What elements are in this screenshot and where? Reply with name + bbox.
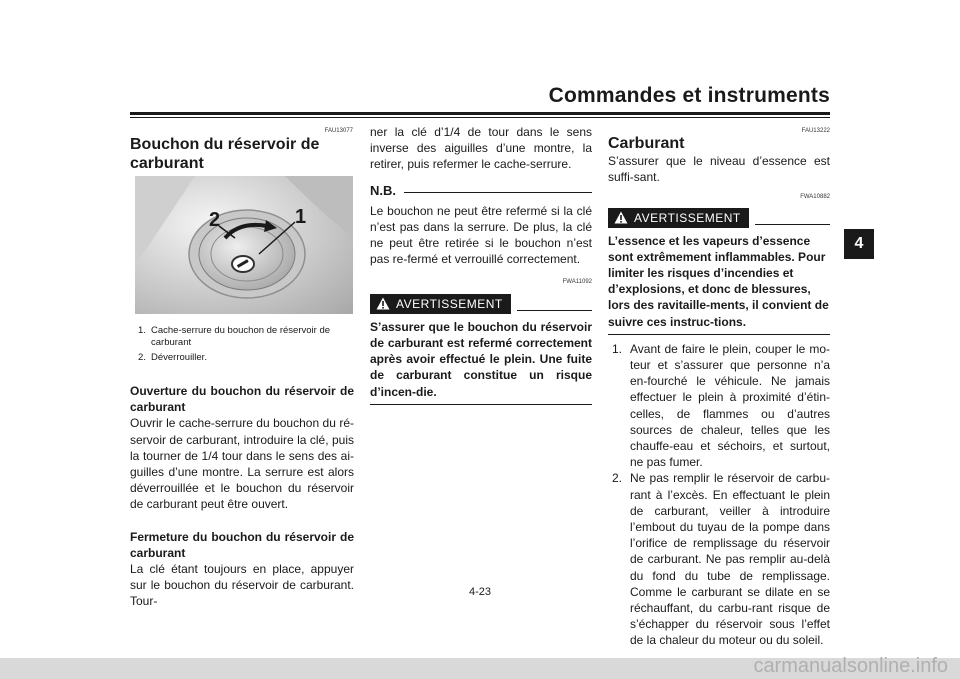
- list-item: 1. Avant de faire le plein, couper le mo-teur et s’assurer que personne n’a en-fourché le véhicule. Ne jamais effectuer le plein à proximité d’étin-celles, de flammes ou d’autres sources de chaleur, telles que les chauffe-eau et séchoirs, et surtout, ne pas fumer.: [612, 341, 830, 470]
- warning-header: [370, 294, 592, 314]
- fuel-cap-figure: [135, 176, 353, 314]
- warning-code: FWA10882: [800, 194, 830, 201]
- nb-rule: [404, 192, 592, 193]
- page-number: 4-23: [468, 586, 492, 598]
- warning-code: FWA11092: [562, 278, 592, 285]
- warning-triangle-icon: [376, 297, 390, 310]
- warning-triangle-icon: [614, 211, 628, 224]
- figure-label-1: 1: [295, 206, 307, 228]
- warning-badge: [370, 294, 511, 314]
- list-item: 2. Ne pas remplir le réservoir de carbu-rant à l’excès. En effectuant le plein de carburant, veiller à introduire l’embout du tuyau de la pompe dans l’orifice de remplissage du réservoir de carburant. Ne pas remplir au-delà du fond du tube de remplissage. Comme le carburant se dilate en se réchauffant, du carbu-rant risque de s’échapper du réservoir sous l’effet de la chaleur du moteur ou du soleil.: [612, 471, 830, 648]
- header-rule: [130, 112, 830, 115]
- col2-body: [370, 124, 592, 405]
- section-heading: Bouchon du réservoir de carburant: [130, 136, 320, 172]
- subheading-opening: Ouverture du bouchon du réservoir de carburant: [130, 384, 354, 415]
- chapter-tab: 4: [844, 229, 874, 259]
- warning-rule: [755, 224, 830, 225]
- figure-captions: [138, 325, 348, 364]
- fuel-cap-illustration: [135, 176, 353, 314]
- figure-label-2: 2: [209, 209, 221, 231]
- warning-header: [608, 208, 830, 228]
- section-code: FAU13077: [324, 128, 353, 134]
- opening-text: Ouvrir le cache-serrure du bouchon du ré-servoir de carburant, introduire la clé, puis la tourner de 1/4 tour dans le sens des ai-guilles d’une montre. La serrure est alors déverrouillée et le bouchon du réservoir de carburant peut être ouvert.: [130, 416, 354, 512]
- nb-label: N.B.: [370, 182, 396, 198]
- col1-body: [130, 383, 354, 610]
- section-code: FAU13222: [801, 128, 830, 134]
- section-heading: Carburant: [608, 135, 685, 152]
- watermark-bar: [0, 655, 960, 679]
- fuel-intro: S’assurer que le niveau d’essence est suffi-sant.: [608, 154, 830, 185]
- warning-end-rule: [608, 334, 830, 335]
- warning-text: S’assurer que le bouchon du réservoir de carburant est refermé correctement après avoir effectué le plein. Une fuite de carburant constitue un risque d’incen-die.: [370, 319, 592, 399]
- subheading-closing: Fermeture du bouchon du réservoir de carburant: [130, 529, 354, 560]
- caption-item: 2. Déverrouiller.: [138, 352, 207, 363]
- page-header-title: Commandes et instruments: [548, 84, 830, 107]
- nb-heading: [370, 183, 592, 199]
- header-rule-thin: [130, 117, 830, 118]
- warning-label: AVERTISSEMENT: [396, 296, 503, 311]
- nb-text: Le bouchon ne peut être refermé si la clé n’est pas dans la serrure. De plus, la clé ne peut être retirée si le bouchon n’est pas re-fermé et verrouillé correctement.: [370, 203, 592, 267]
- warning-rule: [517, 310, 592, 311]
- fuel-instructions-list: [608, 341, 830, 649]
- warning-badge: [608, 208, 749, 228]
- warning-label: AVERTISSEMENT: [634, 210, 741, 225]
- warning-end-rule: [370, 404, 592, 405]
- closing-text-continued: ner la clé d’1/4 de tour dans le sens inverse des aiguilles d’une montre, la retirer, puis refermer le cache-serrure.: [370, 125, 592, 172]
- warning-text: L’essence et les vapeurs d’essence sont extrêmement inflammables. Pour limiter les risques d’incendies et d’explosions, et donc de blessures, lors des ravitaille-ments, il convient de suivre ces instruc-tions.: [608, 233, 829, 329]
- watermark-text: carmanualsonline.info: [753, 655, 948, 677]
- closing-text: La clé étant toujours en place, appuyer sur le bouchon du réservoir de carburant. Tour-: [130, 562, 354, 609]
- col3-body: [608, 153, 830, 649]
- caption-item: 1. Cache-serrure du bouchon de réservoir de carburant: [138, 325, 331, 348]
